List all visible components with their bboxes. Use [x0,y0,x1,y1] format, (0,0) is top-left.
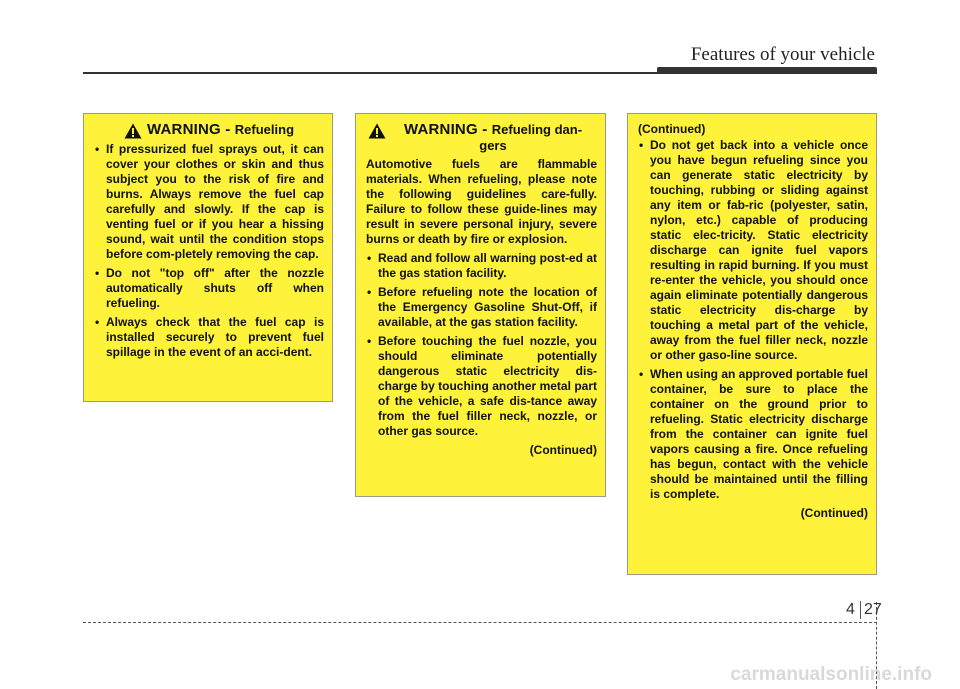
page-header-title: Features of your vehicle [690,44,875,65]
warning-box-refueling-dangers [355,113,606,497]
continued-label-top: (Continued) [638,122,706,136]
page-number: 27 [864,601,882,618]
list-item: • Read and follow all warning post-ed at the gas station facility. [367,251,597,280]
footer-rule [83,622,877,623]
warning-topic: Refueling [234,122,295,137]
warning-box-continued [627,113,877,575]
watermark: carmanualsonline.info [730,664,932,685]
warning-heading [366,122,597,154]
header-rule-accent [657,67,877,73]
list-item: • Do not get back into a vehicle once you have begun refueling since you can generate static electricity by touching, rubbing or sliding against any item or fab-ric (polyester, satin, nylon, etc.) capable of producing static elec-tricity. Static electricity discharge can ignite fuel vapors resulting in rapid burning. If you must re-enter the vehicle, you should once again eliminate potentially dangerous static electricity dis-charge by touching a metal part of the vehicle, away from the fuel filler neck, nozzle or other gaso-line source. [639,138,868,362]
list-item: • Before touching the fuel nozzle, you should eliminate potentially dangerous static electricity dis-charge by touching another metal part of the vehicle, a safe dis-tance away from the fuel filler neck, nozzle, or other gas source. [367,334,597,438]
warning-triangle-icon [368,123,386,139]
continued-label-bottom: (Continued) [800,506,868,520]
warning-topic: Refueling dan-gers [479,122,583,153]
list-item: • When using an approved portable fuel container, be sure to place the container on the ground prior to refueling. Static electricity discharge from the container can ignite fuel vapors causing a fire. Once refueling has begun, contact with the vehicle should be maintained until the filling is complete. [639,367,869,501]
warning-box-refueling [83,113,333,402]
warning-word: WARNING - [146,121,235,138]
continued-label: (Continued) [529,443,597,457]
list-item: • Before refueling note the location of the Emergency Gasoline Shut-Off, if available, at the gas station facility. [367,285,597,329]
chapter-number: 4 [846,601,855,618]
warning-triangle-icon [124,123,142,139]
list-item: • Do not "top off" after the nozzle automatically shuts off when refueling. [95,266,324,310]
warning-list [366,251,597,439]
page-number-separator [860,601,861,619]
list-item: • Always check that the fuel cap is installed securely to prevent fuel spillage in the event of an acci-dent. [95,315,324,359]
warning-list [638,138,868,502]
warning-word: WARNING - [403,121,492,138]
list-item: • If pressurized fuel sprays out, it can cover your clothes or skin and thus subject you to the risk of fire and burns. Always remove the fuel cap carefully and slowly. If the cap is venting fuel or if you hear a hissing sound, wait until the condition stops before com-pletely removing the cap. [95,142,324,261]
warning-list [94,142,324,360]
warning-heading [94,122,324,139]
warning-intro: Automotive fuels are flammable materials. When refueling, please note the following guidelines care-fully. Failure to follow these guide-lines may result in severe personal injury, severe burns or death by fire or explosion. [366,157,597,246]
